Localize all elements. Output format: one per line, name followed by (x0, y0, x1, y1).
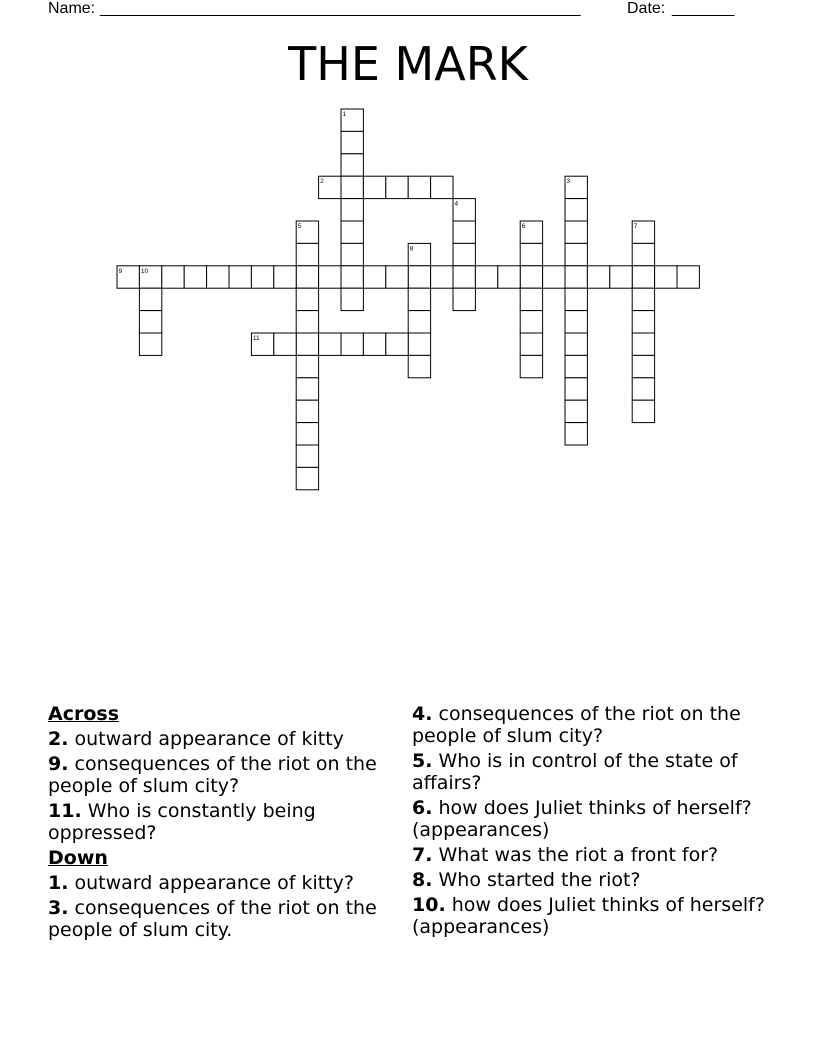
clue-number: 10. (412, 894, 446, 916)
grid-cell[interactable] (565, 333, 587, 355)
clues-right-column (412, 703, 772, 941)
grid-cell[interactable] (453, 288, 475, 310)
grid-cell[interactable] (274, 333, 296, 355)
clue-item (48, 897, 393, 941)
down-heading: Down (48, 847, 108, 869)
clue-text: consequences of the riot on the people of slum city. (48, 897, 377, 941)
clue-number: 9. (48, 753, 69, 775)
grid-cell[interactable] (520, 355, 542, 377)
cell-number: 3 (566, 178, 571, 186)
grid-cell[interactable] (565, 400, 587, 422)
grid-cell[interactable] (565, 266, 587, 288)
grid-cell[interactable] (520, 266, 542, 288)
grid-cell[interactable] (565, 199, 587, 221)
grid-cell[interactable] (565, 311, 587, 333)
clue-number: 1. (48, 872, 69, 894)
grid-cell[interactable] (520, 311, 542, 333)
cell-number: 2 (320, 178, 324, 186)
grid-cell[interactable] (296, 445, 318, 467)
grid-cell[interactable] (520, 243, 542, 265)
clue-text: Who is constantly being oppressed? (48, 800, 316, 844)
grid-cell[interactable] (565, 288, 587, 310)
clue-number: 6. (412, 797, 433, 819)
crossword-grid (0, 0, 816, 520)
grid-cell[interactable] (386, 333, 408, 355)
grid-cell[interactable] (363, 266, 385, 288)
grid-cell[interactable] (319, 266, 341, 288)
clue-text: how does Juliet thinks of herself? (appearances) (412, 797, 752, 841)
cell-number: 11 (252, 335, 260, 342)
grid-cell[interactable] (296, 423, 318, 445)
grid-cell[interactable] (565, 221, 587, 243)
cell-number: 4 (454, 200, 459, 208)
clue-item (48, 753, 393, 797)
clue-item (412, 797, 772, 841)
cell-number: 1 (342, 111, 347, 118)
grid-cell[interactable] (386, 266, 408, 288)
grid-cell[interactable] (341, 131, 363, 153)
clue-item (48, 728, 393, 750)
across-heading: Across (48, 703, 120, 725)
grid-cell[interactable] (139, 288, 161, 310)
grid-cell[interactable] (520, 288, 542, 310)
grid-cell[interactable] (587, 266, 609, 288)
clue-number: 8. (412, 869, 433, 891)
grid-cell[interactable] (207, 266, 229, 288)
clue-text: outward appearance of kitty (74, 728, 344, 750)
grid-cell[interactable] (341, 154, 363, 176)
clue-number: 2. (48, 728, 69, 750)
grid-cell[interactable] (408, 333, 430, 355)
grid-cell[interactable] (520, 333, 542, 355)
grid-cell[interactable] (632, 333, 654, 355)
grid-cell[interactable] (341, 199, 363, 221)
grid-cell[interactable] (632, 243, 654, 265)
grid-cell[interactable] (363, 176, 385, 198)
grid-cell[interactable] (341, 266, 363, 288)
clue-number: 5. (412, 750, 433, 772)
grid-cell[interactable] (632, 378, 654, 400)
grid-cell[interactable] (565, 378, 587, 400)
clue-number: 4. (412, 703, 433, 725)
name-line[interactable]: ______________________________________________________ (100, 0, 581, 17)
grid-cell[interactable] (296, 400, 318, 422)
grid-cell[interactable] (632, 311, 654, 333)
clue-item (412, 750, 772, 794)
grid-cell[interactable] (408, 266, 430, 288)
grid-cell[interactable] (296, 243, 318, 265)
clue-text: consequences of the riot on the people of slum city? (412, 703, 741, 747)
cell-number: 6 (521, 223, 526, 230)
grid-cell[interactable] (274, 266, 296, 288)
grid-cell[interactable] (565, 243, 587, 265)
clue-item (412, 869, 772, 891)
grid-cell[interactable] (565, 423, 587, 445)
grid-cell[interactable] (498, 266, 520, 288)
grid-cell[interactable] (341, 176, 363, 198)
grid-cell[interactable] (408, 355, 430, 377)
grid-cell[interactable] (431, 266, 453, 288)
clue-text: Who started the riot? (438, 869, 641, 891)
grid-cell[interactable] (431, 176, 453, 198)
puzzle-title: THE MARK (288, 37, 528, 91)
cell-number: 8 (409, 245, 414, 253)
grid-cell[interactable] (341, 333, 363, 355)
clue-text: consequences of the riot on the people of slum city? (48, 753, 377, 797)
grid-cell[interactable] (341, 243, 363, 265)
grid-cell[interactable] (319, 333, 341, 355)
cell-number: 10 (140, 267, 149, 275)
date-label: Date: (627, 0, 666, 17)
grid-cell[interactable] (408, 311, 430, 333)
clues-left-column (48, 703, 393, 944)
grid-cell[interactable] (655, 266, 677, 288)
clue-text: What was the riot a front for? (438, 844, 719, 866)
clue-number: 3. (48, 897, 69, 919)
grid-cell[interactable] (632, 355, 654, 377)
clue-number: 11. (48, 800, 82, 822)
clue-text: outward appearance of kitty? (74, 872, 355, 894)
grid-cell[interactable] (296, 355, 318, 377)
clue-item (412, 894, 772, 938)
grid-cell[interactable] (184, 266, 206, 288)
clue-item (412, 844, 772, 866)
grid-cell[interactable] (139, 333, 161, 355)
clue-item (48, 872, 393, 894)
grid-cell[interactable] (543, 266, 565, 288)
grid-cell[interactable] (296, 378, 318, 400)
grid-cell[interactable] (296, 288, 318, 310)
grid-cell[interactable] (251, 266, 273, 288)
clue-text: Who is in control of the state of affairs? (412, 750, 738, 794)
grid-cell[interactable] (453, 266, 475, 288)
clue-number: 7. (412, 844, 433, 866)
grid-cell[interactable] (408, 288, 430, 310)
grid-cell[interactable] (296, 333, 318, 355)
grid-cell[interactable] (386, 176, 408, 198)
grid-cell[interactable] (229, 266, 251, 288)
clue-item (412, 703, 772, 747)
grid-cell[interactable] (677, 266, 699, 288)
grid-cell[interactable] (341, 288, 363, 310)
grid-cell[interactable] (162, 266, 184, 288)
clue-item (48, 800, 393, 844)
grid-cell[interactable] (408, 176, 430, 198)
cell-number: 7 (633, 223, 638, 230)
grid-cell[interactable] (632, 266, 654, 288)
grid-cell[interactable] (453, 221, 475, 243)
grid-cell[interactable] (632, 400, 654, 422)
cell-number: 9 (118, 267, 123, 275)
grid-cell[interactable] (139, 311, 161, 333)
grid-cell[interactable] (610, 266, 632, 288)
grid-cell[interactable] (453, 243, 475, 265)
grid-cell[interactable] (341, 221, 363, 243)
name-label: Name: (48, 0, 96, 17)
grid-cell[interactable] (296, 311, 318, 333)
grid-cell[interactable] (565, 355, 587, 377)
grid-cell[interactable] (296, 467, 318, 489)
grid-cell[interactable] (296, 266, 318, 288)
grid-cell[interactable] (363, 333, 385, 355)
grid-cell[interactable] (475, 266, 497, 288)
clue-text: how does Juliet thinks of herself? (appearances) (412, 894, 765, 938)
cell-number: 5 (297, 223, 302, 230)
date-line[interactable]: _______ (672, 0, 735, 17)
grid-cell[interactable] (632, 288, 654, 310)
